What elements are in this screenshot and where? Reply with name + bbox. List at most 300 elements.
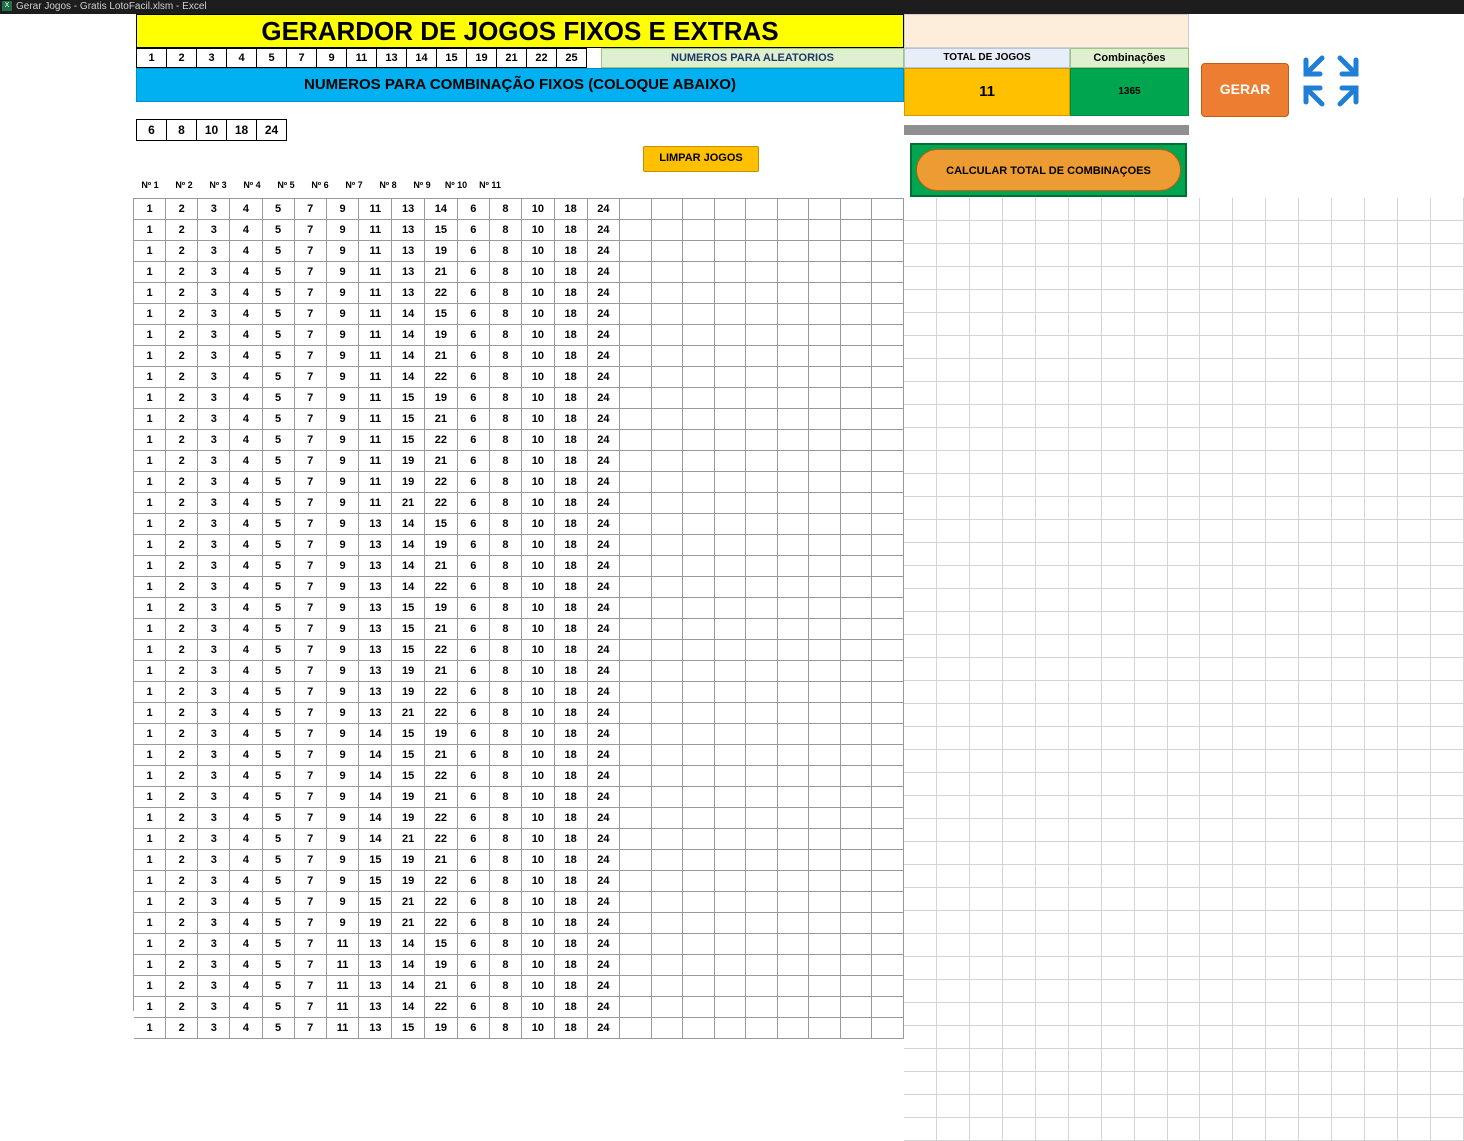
empty-row[interactable] bbox=[904, 566, 1464, 589]
table-cell[interactable]: 5 bbox=[262, 913, 294, 934]
empty-cell[interactable] bbox=[1332, 658, 1365, 681]
table-cell[interactable]: 10 bbox=[522, 262, 555, 283]
empty-cell[interactable] bbox=[1431, 750, 1464, 773]
table-cell[interactable]: 1 bbox=[134, 703, 166, 724]
table-cell-empty[interactable] bbox=[714, 766, 746, 787]
table-cell[interactable]: 9 bbox=[326, 493, 359, 514]
table-cell[interactable]: 5 bbox=[262, 472, 294, 493]
empty-cell[interactable] bbox=[936, 359, 969, 382]
table-cell[interactable]: 1 bbox=[134, 745, 166, 766]
table-cell-empty[interactable] bbox=[620, 430, 652, 451]
empty-cell[interactable] bbox=[969, 980, 1002, 1003]
table-cell-empty[interactable] bbox=[651, 430, 683, 451]
table-cell-empty[interactable] bbox=[714, 514, 746, 535]
empty-cell[interactable] bbox=[1365, 497, 1398, 520]
empty-cell[interactable] bbox=[1398, 911, 1431, 934]
table-cell[interactable]: 4 bbox=[230, 682, 262, 703]
empty-cell[interactable] bbox=[1002, 198, 1035, 221]
empty-cell[interactable] bbox=[969, 842, 1002, 865]
empty-row[interactable] bbox=[904, 1003, 1464, 1026]
table-cell[interactable]: 10 bbox=[522, 787, 555, 808]
table-cell[interactable]: 14 bbox=[392, 514, 425, 535]
table-cell[interactable]: 15 bbox=[392, 409, 425, 430]
table-cell-empty[interactable] bbox=[746, 535, 778, 556]
empty-cell[interactable] bbox=[1101, 198, 1134, 221]
table-cell[interactable]: 5 bbox=[262, 262, 294, 283]
table-cell[interactable]: 10 bbox=[522, 955, 555, 976]
table-cell[interactable]: 14 bbox=[359, 808, 392, 829]
empty-cell[interactable] bbox=[1101, 727, 1134, 750]
table-cell-empty[interactable] bbox=[714, 787, 746, 808]
table-cell-empty[interactable] bbox=[840, 850, 872, 871]
table-cell[interactable]: 24 bbox=[587, 745, 620, 766]
table-cell[interactable]: 24 bbox=[587, 661, 620, 682]
table-cell[interactable]: 14 bbox=[392, 535, 425, 556]
empty-cell[interactable] bbox=[904, 520, 936, 543]
empty-cell[interactable] bbox=[1002, 819, 1035, 842]
empty-cell[interactable] bbox=[1035, 773, 1068, 796]
table-cell[interactable]: 11 bbox=[359, 493, 392, 514]
empty-cell[interactable] bbox=[1002, 980, 1035, 1003]
empty-cell[interactable] bbox=[969, 612, 1002, 635]
table-cell[interactable]: 4 bbox=[230, 535, 262, 556]
empty-cell[interactable] bbox=[1002, 796, 1035, 819]
empty-cell[interactable] bbox=[1134, 336, 1167, 359]
empty-cell[interactable] bbox=[1068, 382, 1101, 405]
table-cell[interactable]: 7 bbox=[294, 241, 326, 262]
empty-cell[interactable] bbox=[1266, 1003, 1299, 1026]
empty-cell[interactable] bbox=[1134, 497, 1167, 520]
table-cell-empty[interactable] bbox=[872, 766, 904, 787]
empty-cell[interactable] bbox=[936, 566, 969, 589]
table-cell-empty[interactable] bbox=[620, 514, 652, 535]
table-cell[interactable]: 6 bbox=[457, 640, 489, 661]
empty-cell[interactable] bbox=[1299, 773, 1332, 796]
table-cell-empty[interactable] bbox=[809, 451, 841, 472]
empty-cell[interactable] bbox=[969, 865, 1002, 888]
table-cell-empty[interactable] bbox=[809, 409, 841, 430]
table-cell[interactable]: 8 bbox=[489, 472, 521, 493]
empty-row[interactable] bbox=[904, 980, 1464, 1003]
table-cell-empty[interactable] bbox=[809, 535, 841, 556]
table-cell[interactable]: 18 bbox=[554, 619, 587, 640]
table-cell[interactable]: 3 bbox=[198, 745, 230, 766]
empty-cell[interactable] bbox=[1035, 911, 1068, 934]
empty-cell[interactable] bbox=[1332, 221, 1365, 244]
table-cell[interactable]: 1 bbox=[134, 598, 166, 619]
table-cell[interactable]: 18 bbox=[554, 472, 587, 493]
table-cell[interactable]: 3 bbox=[198, 430, 230, 451]
table-cell[interactable]: 22 bbox=[424, 871, 457, 892]
empty-cell[interactable] bbox=[1266, 520, 1299, 543]
table-cell[interactable]: 7 bbox=[294, 724, 326, 745]
table-cell-empty[interactable] bbox=[809, 367, 841, 388]
empty-cell[interactable] bbox=[1398, 842, 1431, 865]
empty-cell[interactable] bbox=[1365, 1072, 1398, 1095]
table-cell[interactable]: 19 bbox=[424, 241, 457, 262]
table-cell-empty[interactable] bbox=[683, 829, 715, 850]
table-cell[interactable]: 18 bbox=[554, 892, 587, 913]
table-cell[interactable]: 13 bbox=[359, 556, 392, 577]
table-cell[interactable]: 6 bbox=[457, 430, 489, 451]
empty-cell[interactable] bbox=[1299, 681, 1332, 704]
table-cell[interactable]: 21 bbox=[424, 346, 457, 367]
table-cell-empty[interactable] bbox=[651, 241, 683, 262]
empty-cell[interactable] bbox=[936, 336, 969, 359]
table-cell-empty[interactable] bbox=[683, 493, 715, 514]
empty-cell[interactable] bbox=[1068, 336, 1101, 359]
empty-cell[interactable] bbox=[1431, 313, 1464, 336]
table-cell[interactable]: 22 bbox=[424, 493, 457, 514]
empty-cell[interactable] bbox=[1068, 796, 1101, 819]
table-cell-empty[interactable] bbox=[651, 199, 683, 220]
table-row[interactable] bbox=[134, 514, 904, 535]
empty-cell[interactable] bbox=[1365, 359, 1398, 382]
table-cell[interactable]: 5 bbox=[262, 892, 294, 913]
table-cell[interactable]: 6 bbox=[457, 199, 489, 220]
empty-cell[interactable] bbox=[1200, 451, 1233, 474]
empty-cell[interactable] bbox=[1299, 911, 1332, 934]
table-cell[interactable]: 7 bbox=[294, 514, 326, 535]
empty-cell[interactable] bbox=[936, 313, 969, 336]
calcular-total-button[interactable]: CALCULAR TOTAL DE COMBINAÇOES bbox=[916, 149, 1181, 191]
empty-cell[interactable] bbox=[1431, 221, 1464, 244]
empty-cell[interactable] bbox=[1266, 773, 1299, 796]
table-row[interactable] bbox=[134, 850, 904, 871]
table-cell[interactable]: 8 bbox=[489, 661, 521, 682]
empty-cell[interactable] bbox=[1398, 290, 1431, 313]
empty-cell[interactable] bbox=[1233, 612, 1266, 635]
empty-cell[interactable] bbox=[1134, 267, 1167, 290]
empty-cell[interactable] bbox=[1398, 750, 1431, 773]
table-cell-empty[interactable] bbox=[840, 304, 872, 325]
empty-cell[interactable] bbox=[1035, 244, 1068, 267]
table-cell[interactable]: 5 bbox=[262, 871, 294, 892]
empty-cell[interactable] bbox=[936, 428, 969, 451]
table-cell[interactable]: 24 bbox=[587, 955, 620, 976]
table-cell[interactable]: 2 bbox=[166, 703, 198, 724]
table-cell-empty[interactable] bbox=[620, 724, 652, 745]
table-cell[interactable]: 2 bbox=[166, 199, 198, 220]
table-cell[interactable]: 2 bbox=[166, 556, 198, 577]
empty-row[interactable] bbox=[904, 405, 1464, 428]
table-cell[interactable]: 10 bbox=[522, 409, 555, 430]
table-cell[interactable]: 10 bbox=[522, 703, 555, 724]
table-cell[interactable]: 21 bbox=[392, 829, 425, 850]
table-cell[interactable]: 8 bbox=[489, 934, 521, 955]
empty-cell[interactable] bbox=[1200, 704, 1233, 727]
empty-cell[interactable] bbox=[1035, 1118, 1068, 1141]
table-cell[interactable]: 1 bbox=[134, 808, 166, 829]
empty-cell[interactable] bbox=[1002, 1026, 1035, 1049]
empty-cell[interactable] bbox=[1101, 1003, 1134, 1026]
empty-cell[interactable] bbox=[1134, 635, 1167, 658]
empty-cell[interactable] bbox=[936, 635, 969, 658]
table-cell-empty[interactable] bbox=[683, 1018, 715, 1039]
table-cell[interactable]: 8 bbox=[489, 325, 521, 346]
table-cell[interactable]: 5 bbox=[262, 619, 294, 640]
table-cell[interactable]: 19 bbox=[392, 472, 425, 493]
table-cell[interactable]: 11 bbox=[359, 304, 392, 325]
table-cell[interactable]: 1 bbox=[134, 913, 166, 934]
empty-cell[interactable] bbox=[969, 474, 1002, 497]
table-cell[interactable]: 4 bbox=[230, 892, 262, 913]
empty-cell[interactable] bbox=[969, 1049, 1002, 1072]
table-cell[interactable]: 10 bbox=[522, 871, 555, 892]
empty-cell[interactable] bbox=[1365, 405, 1398, 428]
table-cell[interactable]: 11 bbox=[359, 367, 392, 388]
empty-cell[interactable] bbox=[1200, 635, 1233, 658]
empty-cell[interactable] bbox=[1200, 1049, 1233, 1072]
empty-cell[interactable] bbox=[1431, 290, 1464, 313]
empty-cell[interactable] bbox=[1431, 382, 1464, 405]
table-cell-empty[interactable] bbox=[809, 304, 841, 325]
empty-cell[interactable] bbox=[969, 566, 1002, 589]
table-cell[interactable]: 24 bbox=[587, 871, 620, 892]
empty-cell[interactable] bbox=[1266, 221, 1299, 244]
empty-row[interactable] bbox=[904, 635, 1464, 658]
empty-cell[interactable] bbox=[1035, 842, 1068, 865]
table-cell[interactable]: 14 bbox=[392, 976, 425, 997]
table-cell[interactable]: 9 bbox=[326, 619, 359, 640]
table-cell[interactable]: 19 bbox=[392, 661, 425, 682]
empty-cell[interactable] bbox=[1068, 497, 1101, 520]
empty-cell[interactable] bbox=[1398, 658, 1431, 681]
table-cell-empty[interactable] bbox=[620, 871, 652, 892]
table-cell[interactable]: 24 bbox=[587, 304, 620, 325]
empty-cell[interactable] bbox=[1398, 957, 1431, 980]
table-cell[interactable]: 7 bbox=[294, 682, 326, 703]
empty-cell[interactable] bbox=[1266, 750, 1299, 773]
empty-cell[interactable] bbox=[1134, 290, 1167, 313]
table-cell[interactable]: 8 bbox=[489, 892, 521, 913]
empty-row[interactable] bbox=[904, 796, 1464, 819]
empty-row[interactable] bbox=[904, 451, 1464, 474]
table-cell[interactable]: 3 bbox=[198, 1018, 230, 1039]
table-cell-empty[interactable] bbox=[714, 346, 746, 367]
table-cell-empty[interactable] bbox=[683, 913, 715, 934]
table-cell[interactable]: 21 bbox=[392, 892, 425, 913]
empty-cell[interactable] bbox=[1002, 451, 1035, 474]
empty-cell[interactable] bbox=[904, 704, 936, 727]
table-cell[interactable]: 5 bbox=[262, 976, 294, 997]
table-row[interactable] bbox=[134, 304, 904, 325]
table-cell[interactable]: 13 bbox=[392, 283, 425, 304]
table-cell[interactable]: 18 bbox=[554, 514, 587, 535]
table-cell[interactable]: 5 bbox=[262, 724, 294, 745]
table-cell[interactable]: 9 bbox=[326, 640, 359, 661]
table-cell[interactable]: 2 bbox=[166, 451, 198, 472]
empty-cell[interactable] bbox=[1167, 405, 1200, 428]
empty-cell[interactable] bbox=[969, 704, 1002, 727]
table-cell[interactable]: 7 bbox=[294, 934, 326, 955]
table-cell[interactable]: 5 bbox=[262, 409, 294, 430]
table-cell[interactable]: 6 bbox=[457, 619, 489, 640]
table-cell[interactable]: 9 bbox=[326, 409, 359, 430]
table-cell[interactable]: 6 bbox=[457, 472, 489, 493]
empty-cell[interactable] bbox=[1035, 267, 1068, 290]
table-cell-empty[interactable] bbox=[651, 640, 683, 661]
table-cell[interactable]: 1 bbox=[134, 556, 166, 577]
table-cell-empty[interactable] bbox=[777, 1018, 809, 1039]
empty-cell[interactable] bbox=[1068, 405, 1101, 428]
table-cell-empty[interactable] bbox=[777, 661, 809, 682]
table-cell[interactable]: 15 bbox=[359, 892, 392, 913]
empty-cell[interactable] bbox=[1332, 405, 1365, 428]
aleatorio-number-cell[interactable]: 13 bbox=[376, 48, 407, 68]
table-cell-empty[interactable] bbox=[683, 388, 715, 409]
empty-cell[interactable] bbox=[1233, 589, 1266, 612]
empty-row[interactable] bbox=[904, 428, 1464, 451]
table-cell-empty[interactable] bbox=[809, 682, 841, 703]
empty-cell[interactable] bbox=[1101, 796, 1134, 819]
table-cell[interactable]: 5 bbox=[262, 934, 294, 955]
table-cell-empty[interactable] bbox=[714, 199, 746, 220]
table-cell[interactable]: 14 bbox=[359, 787, 392, 808]
empty-cell[interactable] bbox=[1365, 198, 1398, 221]
table-cell[interactable]: 9 bbox=[326, 745, 359, 766]
empty-cell[interactable] bbox=[1398, 1118, 1431, 1141]
table-cell-empty[interactable] bbox=[683, 640, 715, 661]
table-cell-empty[interactable] bbox=[809, 955, 841, 976]
table-cell-empty[interactable] bbox=[714, 619, 746, 640]
empty-cell[interactable] bbox=[1365, 796, 1398, 819]
table-cell-empty[interactable] bbox=[683, 262, 715, 283]
empty-cell[interactable] bbox=[1431, 198, 1464, 221]
table-cell[interactable]: 1 bbox=[134, 283, 166, 304]
empty-cell[interactable] bbox=[1233, 888, 1266, 911]
table-cell-empty[interactable] bbox=[872, 283, 904, 304]
table-cell[interactable]: 7 bbox=[294, 388, 326, 409]
empty-cell[interactable] bbox=[1035, 198, 1068, 221]
table-cell[interactable]: 3 bbox=[198, 283, 230, 304]
table-cell-empty[interactable] bbox=[840, 367, 872, 388]
table-cell[interactable]: 11 bbox=[359, 346, 392, 367]
empty-cell[interactable] bbox=[1167, 221, 1200, 244]
table-cell[interactable]: 9 bbox=[326, 577, 359, 598]
table-cell-empty[interactable] bbox=[714, 640, 746, 661]
table-cell[interactable]: 7 bbox=[294, 808, 326, 829]
empty-cell[interactable] bbox=[1035, 1072, 1068, 1095]
table-cell[interactable]: 5 bbox=[262, 745, 294, 766]
table-cell[interactable]: 24 bbox=[587, 766, 620, 787]
empty-cell[interactable] bbox=[1233, 359, 1266, 382]
table-row[interactable] bbox=[134, 934, 904, 955]
table-cell[interactable]: 18 bbox=[554, 745, 587, 766]
empty-cell[interactable] bbox=[1266, 612, 1299, 635]
table-cell-empty[interactable] bbox=[746, 514, 778, 535]
empty-row[interactable] bbox=[904, 221, 1464, 244]
table-cell[interactable]: 9 bbox=[326, 472, 359, 493]
table-cell[interactable]: 8 bbox=[489, 283, 521, 304]
empty-cell[interactable] bbox=[1068, 589, 1101, 612]
table-cell[interactable]: 22 bbox=[424, 892, 457, 913]
table-cell[interactable]: 18 bbox=[554, 535, 587, 556]
table-cell[interactable]: 4 bbox=[230, 367, 262, 388]
empty-cell[interactable] bbox=[1101, 313, 1134, 336]
empty-cell[interactable] bbox=[1266, 428, 1299, 451]
table-cell[interactable]: 24 bbox=[587, 346, 620, 367]
table-cell-empty[interactable] bbox=[651, 976, 683, 997]
table-cell-empty[interactable] bbox=[809, 514, 841, 535]
empty-cell[interactable] bbox=[969, 773, 1002, 796]
table-cell-empty[interactable] bbox=[809, 745, 841, 766]
table-cell[interactable]: 10 bbox=[522, 367, 555, 388]
empty-cell[interactable] bbox=[1233, 313, 1266, 336]
table-cell-empty[interactable] bbox=[746, 745, 778, 766]
empty-cell[interactable] bbox=[1101, 842, 1134, 865]
table-cell[interactable]: 10 bbox=[522, 913, 555, 934]
empty-cell[interactable] bbox=[1266, 704, 1299, 727]
empty-cell[interactable] bbox=[1167, 290, 1200, 313]
table-cell[interactable]: 7 bbox=[294, 304, 326, 325]
empty-cell[interactable] bbox=[904, 1026, 936, 1049]
empty-cell[interactable] bbox=[1233, 198, 1266, 221]
table-cell[interactable]: 13 bbox=[392, 220, 425, 241]
table-cell[interactable]: 6 bbox=[457, 556, 489, 577]
table-cell[interactable]: 22 bbox=[424, 997, 457, 1018]
total-jogos-value[interactable]: 11 bbox=[904, 68, 1070, 116]
empty-cell[interactable] bbox=[1200, 980, 1233, 1003]
table-cell-empty[interactable] bbox=[809, 892, 841, 913]
table-cell[interactable]: 9 bbox=[326, 787, 359, 808]
empty-cell[interactable] bbox=[1002, 773, 1035, 796]
table-cell[interactable]: 11 bbox=[359, 430, 392, 451]
table-cell-empty[interactable] bbox=[872, 367, 904, 388]
table-cell-empty[interactable] bbox=[620, 850, 652, 871]
table-cell-empty[interactable] bbox=[777, 514, 809, 535]
table-cell[interactable]: 1 bbox=[134, 388, 166, 409]
empty-cell[interactable] bbox=[1101, 267, 1134, 290]
empty-cell[interactable] bbox=[1233, 244, 1266, 267]
table-cell[interactable]: 19 bbox=[392, 850, 425, 871]
empty-cell[interactable] bbox=[1398, 198, 1431, 221]
table-row[interactable] bbox=[134, 409, 904, 430]
table-cell[interactable]: 5 bbox=[262, 850, 294, 871]
table-cell[interactable]: 22 bbox=[424, 283, 457, 304]
table-cell[interactable]: 4 bbox=[230, 304, 262, 325]
table-cell[interactable]: 8 bbox=[489, 409, 521, 430]
table-row[interactable] bbox=[134, 682, 904, 703]
empty-cell[interactable] bbox=[1002, 658, 1035, 681]
empty-row[interactable] bbox=[904, 773, 1464, 796]
empty-row[interactable] bbox=[904, 1095, 1464, 1118]
table-cell-empty[interactable] bbox=[777, 787, 809, 808]
table-cell-empty[interactable] bbox=[809, 577, 841, 598]
empty-cell[interactable] bbox=[1035, 1026, 1068, 1049]
table-cell-empty[interactable] bbox=[777, 640, 809, 661]
table-cell[interactable]: 15 bbox=[392, 745, 425, 766]
table-cell[interactable]: 5 bbox=[262, 661, 294, 682]
empty-cell[interactable] bbox=[904, 1095, 936, 1118]
table-cell-empty[interactable] bbox=[777, 598, 809, 619]
empty-cell[interactable] bbox=[1365, 543, 1398, 566]
empty-cell[interactable] bbox=[1365, 612, 1398, 635]
table-cell[interactable]: 7 bbox=[294, 598, 326, 619]
table-cell-empty[interactable] bbox=[714, 556, 746, 577]
table-cell[interactable]: 3 bbox=[198, 577, 230, 598]
empty-cell[interactable] bbox=[1068, 566, 1101, 589]
empty-cell[interactable] bbox=[1101, 1049, 1134, 1072]
empty-cell[interactable] bbox=[1431, 934, 1464, 957]
table-cell[interactable]: 15 bbox=[424, 304, 457, 325]
table-cell[interactable]: 24 bbox=[587, 934, 620, 955]
empty-cell[interactable] bbox=[1101, 635, 1134, 658]
table-row[interactable] bbox=[134, 283, 904, 304]
empty-cell[interactable] bbox=[1167, 313, 1200, 336]
empty-cell[interactable] bbox=[969, 1095, 1002, 1118]
empty-cell[interactable] bbox=[1068, 957, 1101, 980]
